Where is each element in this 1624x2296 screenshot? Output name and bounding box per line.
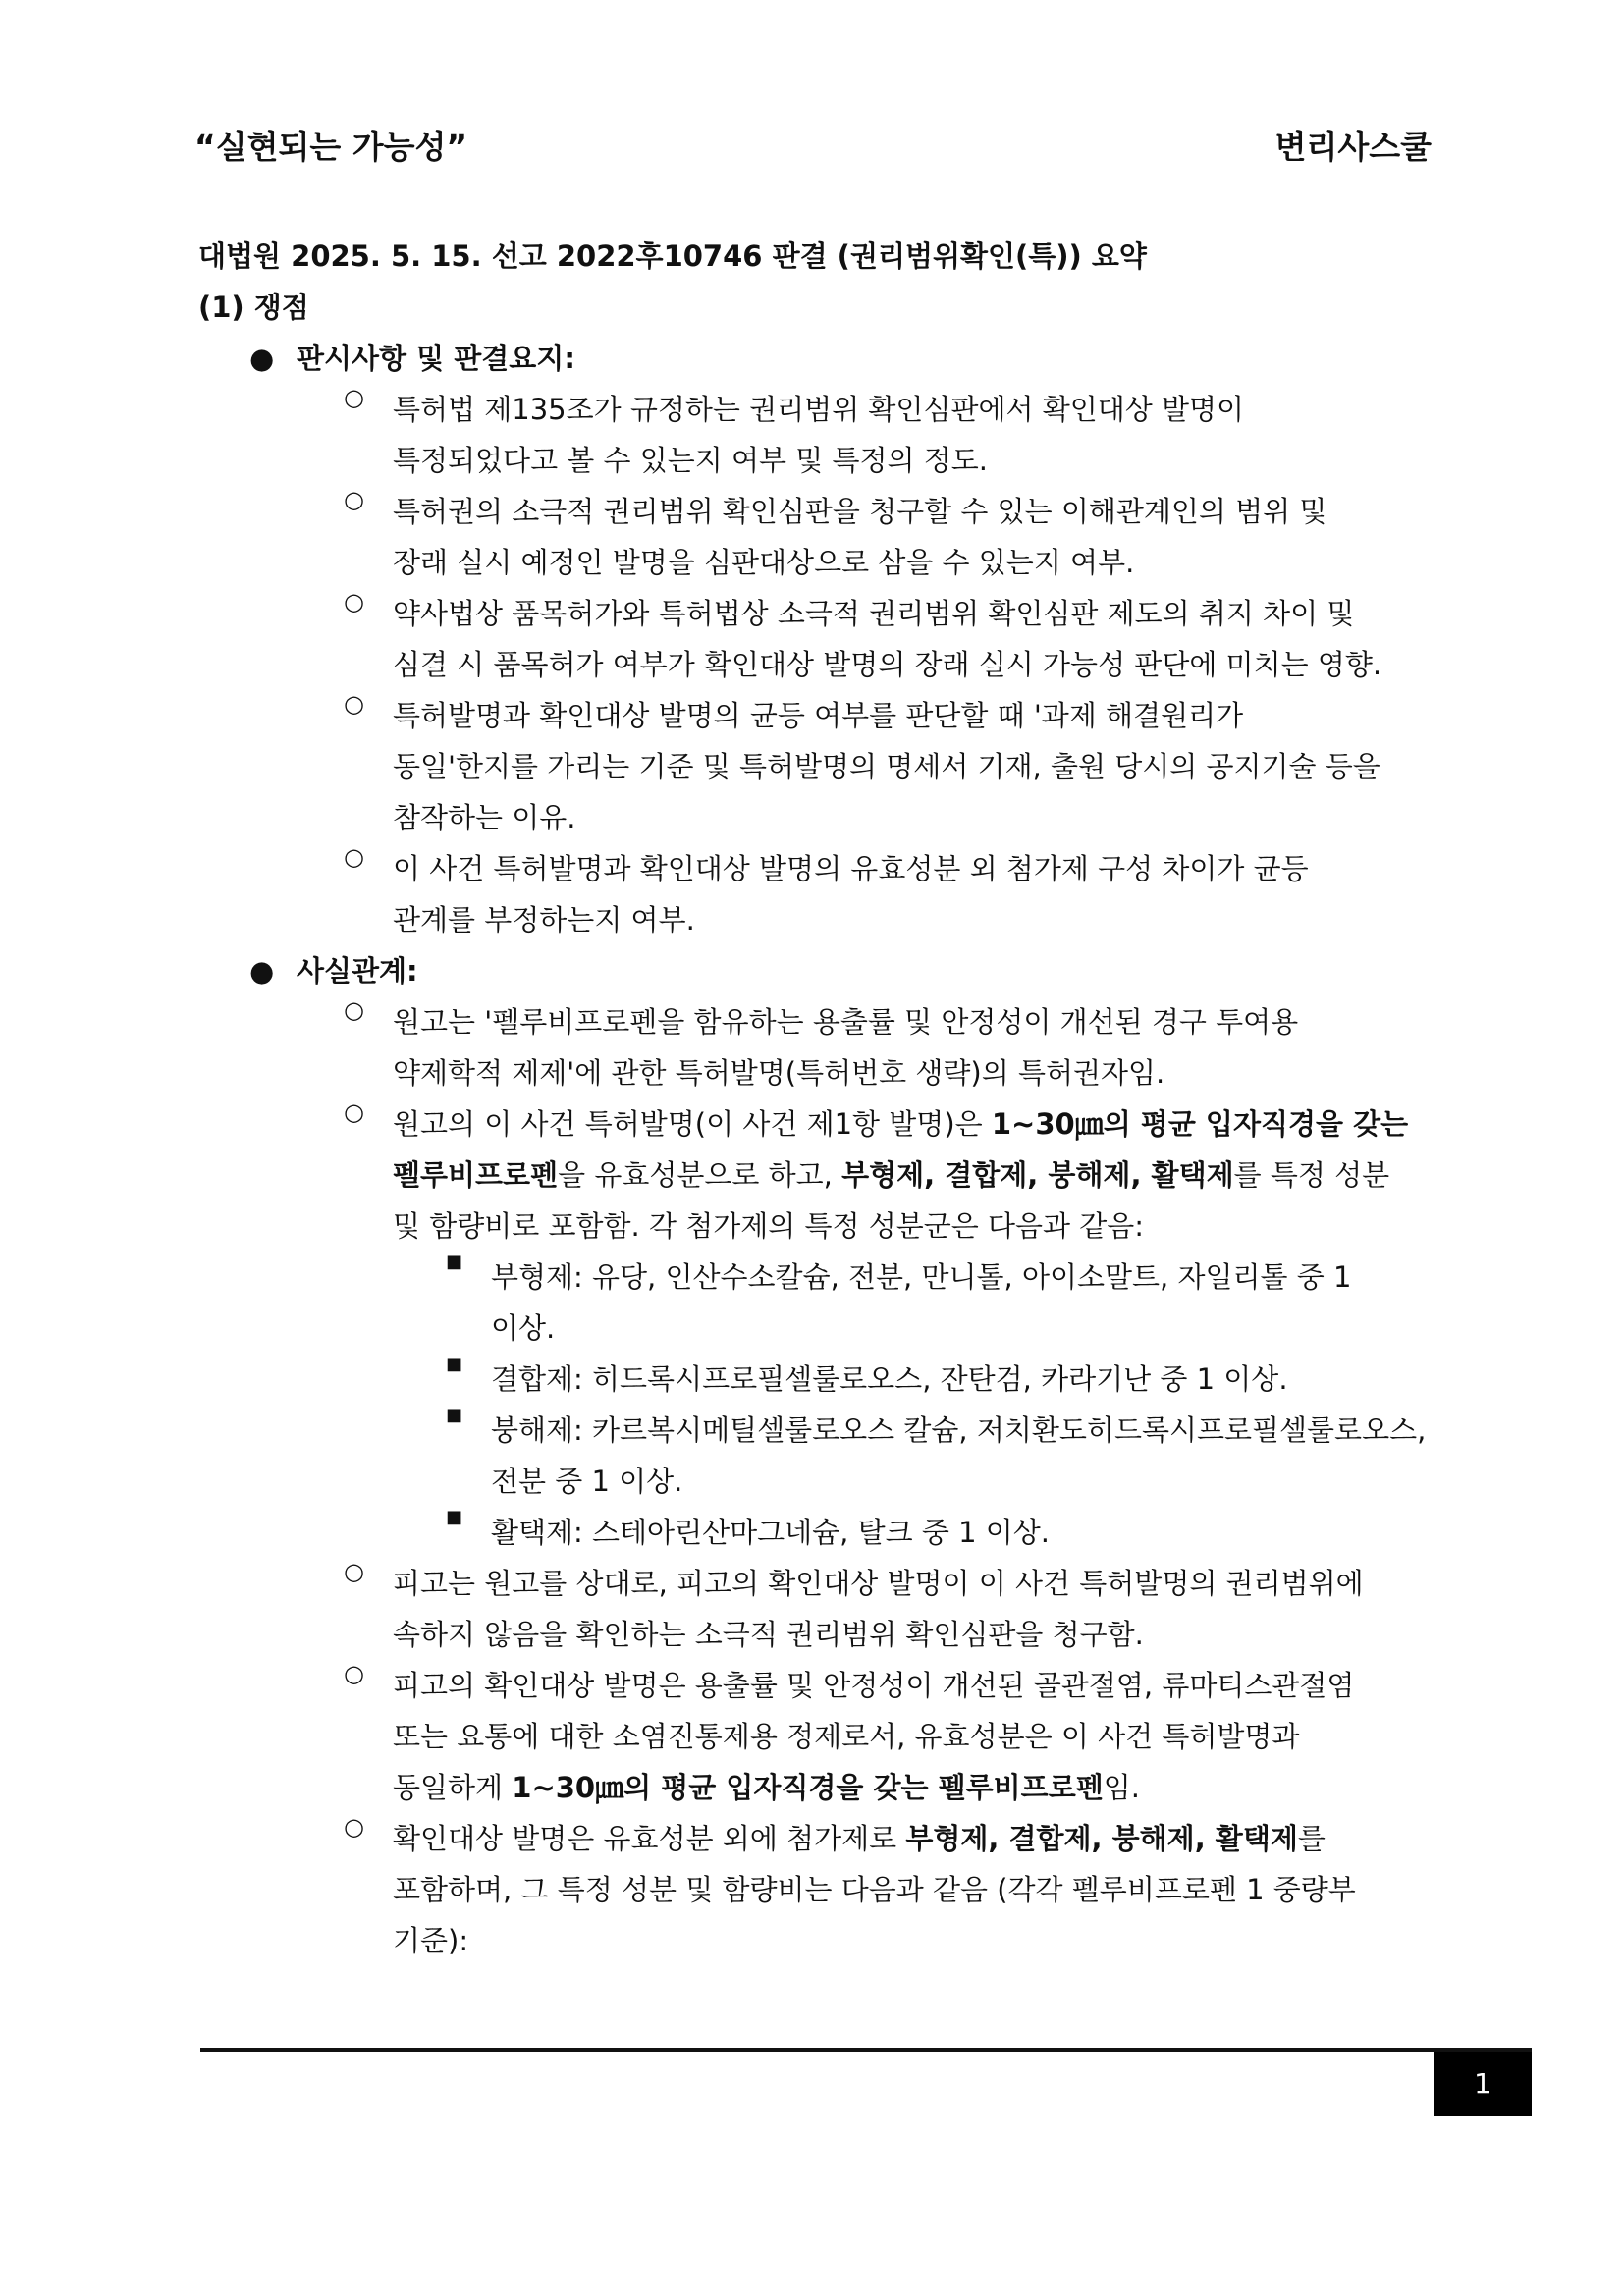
text-line: 결합제: 히드록시프로필셀룰로오스, 잔탄검, 카라기난 중 1 이상. bbox=[491, 1362, 1288, 1396]
list-item bbox=[198, 1354, 1434, 1405]
circle-bullet-icon: ○ bbox=[344, 996, 364, 1024]
circle-bullet-icon: ○ bbox=[344, 1558, 364, 1585]
text-line: 확인대상 발명은 유효성분 외에 첨가제로 부형제, 결합제, 붕해제, 활택제를 bbox=[393, 1822, 1326, 1855]
text-line: 펠루비프로펜을 유효성분으로 하고, 부형제, 결합제, 붕해제, 활택제를 특정 성분 bbox=[393, 1158, 1390, 1192]
text-line: 피고의 확인대상 발명은 용출률 및 안정성이 개선된 골관절염, 류마티스관절염 bbox=[393, 1669, 1355, 1702]
circle-bullet-icon: ○ bbox=[344, 1098, 364, 1126]
text-line: 약제학적 제제'에 관한 특허발명(특허번호 생략)의 특허권자임. bbox=[393, 1056, 1165, 1090]
text-line: 이 사건 특허발명과 확인대상 발명의 유효성분 외 첨가제 구성 차이가 균등 bbox=[393, 852, 1309, 885]
list-item bbox=[198, 1507, 1434, 1558]
circle-bullet-icon: ○ bbox=[344, 486, 364, 513]
text-line: 장래 실시 예정인 발명을 심판대상으로 삼을 수 있는지 여부. bbox=[393, 546, 1135, 579]
text-line: 심결 시 품목허가 여부가 확인대상 발명의 장래 실시 가능성 판단에 미치는 영향. bbox=[393, 648, 1382, 681]
list-item bbox=[198, 1405, 1434, 1507]
text-line: 원고의 이 사건 특허발명(이 사건 제1항 발명)은 1~30㎛의 평균 입자직경을 갖는 bbox=[393, 1107, 1409, 1141]
text-line: 포함하며, 그 특정 성분 및 함량비는 다음과 같음 (각각 펠루비프로펜 1 중량부 bbox=[393, 1873, 1356, 1906]
list-item bbox=[198, 1252, 1434, 1354]
list-item bbox=[198, 588, 1434, 690]
text-line: 및 함량비로 포함함. 각 첨가제의 특정 성분군은 다음과 같음: bbox=[393, 1209, 1145, 1243]
text-line: 전분 중 1 이상. bbox=[491, 1465, 683, 1498]
text-line: 부형제: 유당, 인산수소칼슘, 전분, 만니톨, 아이소말트, 자일리톨 중 1 bbox=[491, 1260, 1352, 1294]
text-line: 또는 요통에 대한 소염진통제용 정제로서, 유효성분은 이 사건 특허발명과 bbox=[393, 1720, 1300, 1753]
text-line: 약사법상 품목허가와 특허법상 소극적 권리범위 확인심판 제도의 취지 차이 및 bbox=[393, 597, 1355, 630]
list-item bbox=[198, 384, 1434, 486]
text-line: 붕해제: 카르복시메틸셀룰로오스 칼슘, 저치환도히드록시프로필셀룰로오스, bbox=[491, 1414, 1427, 1447]
square-bullet-icon: ■ bbox=[446, 1354, 463, 1374]
text-line: 활택제: 스테아린산마그네슘, 탈크 중 1 이상. bbox=[491, 1516, 1050, 1549]
text-line: 이상. bbox=[491, 1311, 556, 1345]
circle-bullet-icon: ○ bbox=[344, 588, 364, 615]
list-item bbox=[198, 996, 1434, 1098]
circle-bullet-icon: ○ bbox=[344, 690, 364, 718]
square-bullet-icon: ■ bbox=[446, 1507, 463, 1527]
square-bullet-icon: ■ bbox=[446, 1252, 463, 1272]
text-line: 특허발명과 확인대상 발명의 균등 여부를 판단할 때 '과제 해결원리가 bbox=[393, 699, 1244, 732]
list-item bbox=[198, 486, 1434, 588]
square-bullet-icon: ■ bbox=[446, 1405, 463, 1425]
bullet-heading: ● 사실관계: bbox=[198, 945, 1434, 996]
text-line: 관계를 부정하는지 여부. bbox=[393, 903, 695, 936]
text-line: 속하지 않음을 확인하는 소극적 권리범위 확인심판을 청구함. bbox=[393, 1618, 1144, 1651]
bullet-heading: ● 판시사항 및 판결요지: bbox=[198, 333, 1434, 384]
document-title: 대법원 2025. 5. 15. 선고 2022후10746 판결 (권리범위확인(특)) 요약 bbox=[198, 240, 1147, 273]
text-line: 피고는 원고를 상대로, 피고의 확인대상 발명이 이 사건 특허발명의 권리범위에 bbox=[393, 1567, 1364, 1600]
circle-bullet-icon: ○ bbox=[344, 1813, 364, 1841]
text-line: 기준): bbox=[393, 1924, 469, 1957]
text-line: 동일하게 1~30㎛의 평균 입자직경을 갖는 펠루비프로펜임. bbox=[393, 1771, 1140, 1804]
header-slogan: “실현되는 가능성” bbox=[194, 128, 468, 166]
text-line: 특허권의 소극적 권리범위 확인심판을 청구할 수 있는 이해관계인의 범위 및 bbox=[393, 495, 1327, 528]
page-number: 1 bbox=[1434, 2052, 1532, 2116]
list-item bbox=[198, 1098, 1434, 1252]
section-heading: (1) 쟁점 bbox=[198, 291, 309, 324]
list-item bbox=[198, 1813, 1434, 1966]
circle-bullet-icon: ○ bbox=[344, 384, 364, 411]
list-item bbox=[198, 1660, 1434, 1813]
list-item bbox=[198, 1558, 1434, 1660]
sub-list bbox=[198, 1252, 1434, 1558]
circle-bullet-icon: ○ bbox=[344, 843, 364, 871]
bullet-dot-icon: ● bbox=[249, 342, 275, 375]
document-body bbox=[198, 231, 1434, 1966]
footer-rule bbox=[200, 2048, 1532, 2052]
circle-bullet-icon: ○ bbox=[344, 1660, 364, 1687]
list-item bbox=[198, 690, 1434, 843]
issues-list bbox=[198, 384, 1434, 945]
text-line: 특정되었다고 볼 수 있는지 여부 및 특정의 정도. bbox=[393, 444, 989, 477]
text-line: 원고는 '펠루비프로펜을 함유하는 용출률 및 안정성이 개선된 경구 투여용 bbox=[393, 1005, 1299, 1039]
text-line: 특허법 제135조가 규정하는 권리범위 확인심판에서 확인대상 발명이 bbox=[393, 393, 1245, 426]
bullet-dot-icon: ● bbox=[249, 954, 275, 988]
text-line: 동일'한지를 가리는 기준 및 특허발명의 명세서 기재, 출원 당시의 공지기술 등을 bbox=[393, 750, 1380, 783]
header-brand: 변리사스쿨 bbox=[1274, 128, 1432, 166]
text-line: 참작하는 이유. bbox=[393, 801, 576, 834]
list-item bbox=[198, 843, 1434, 945]
